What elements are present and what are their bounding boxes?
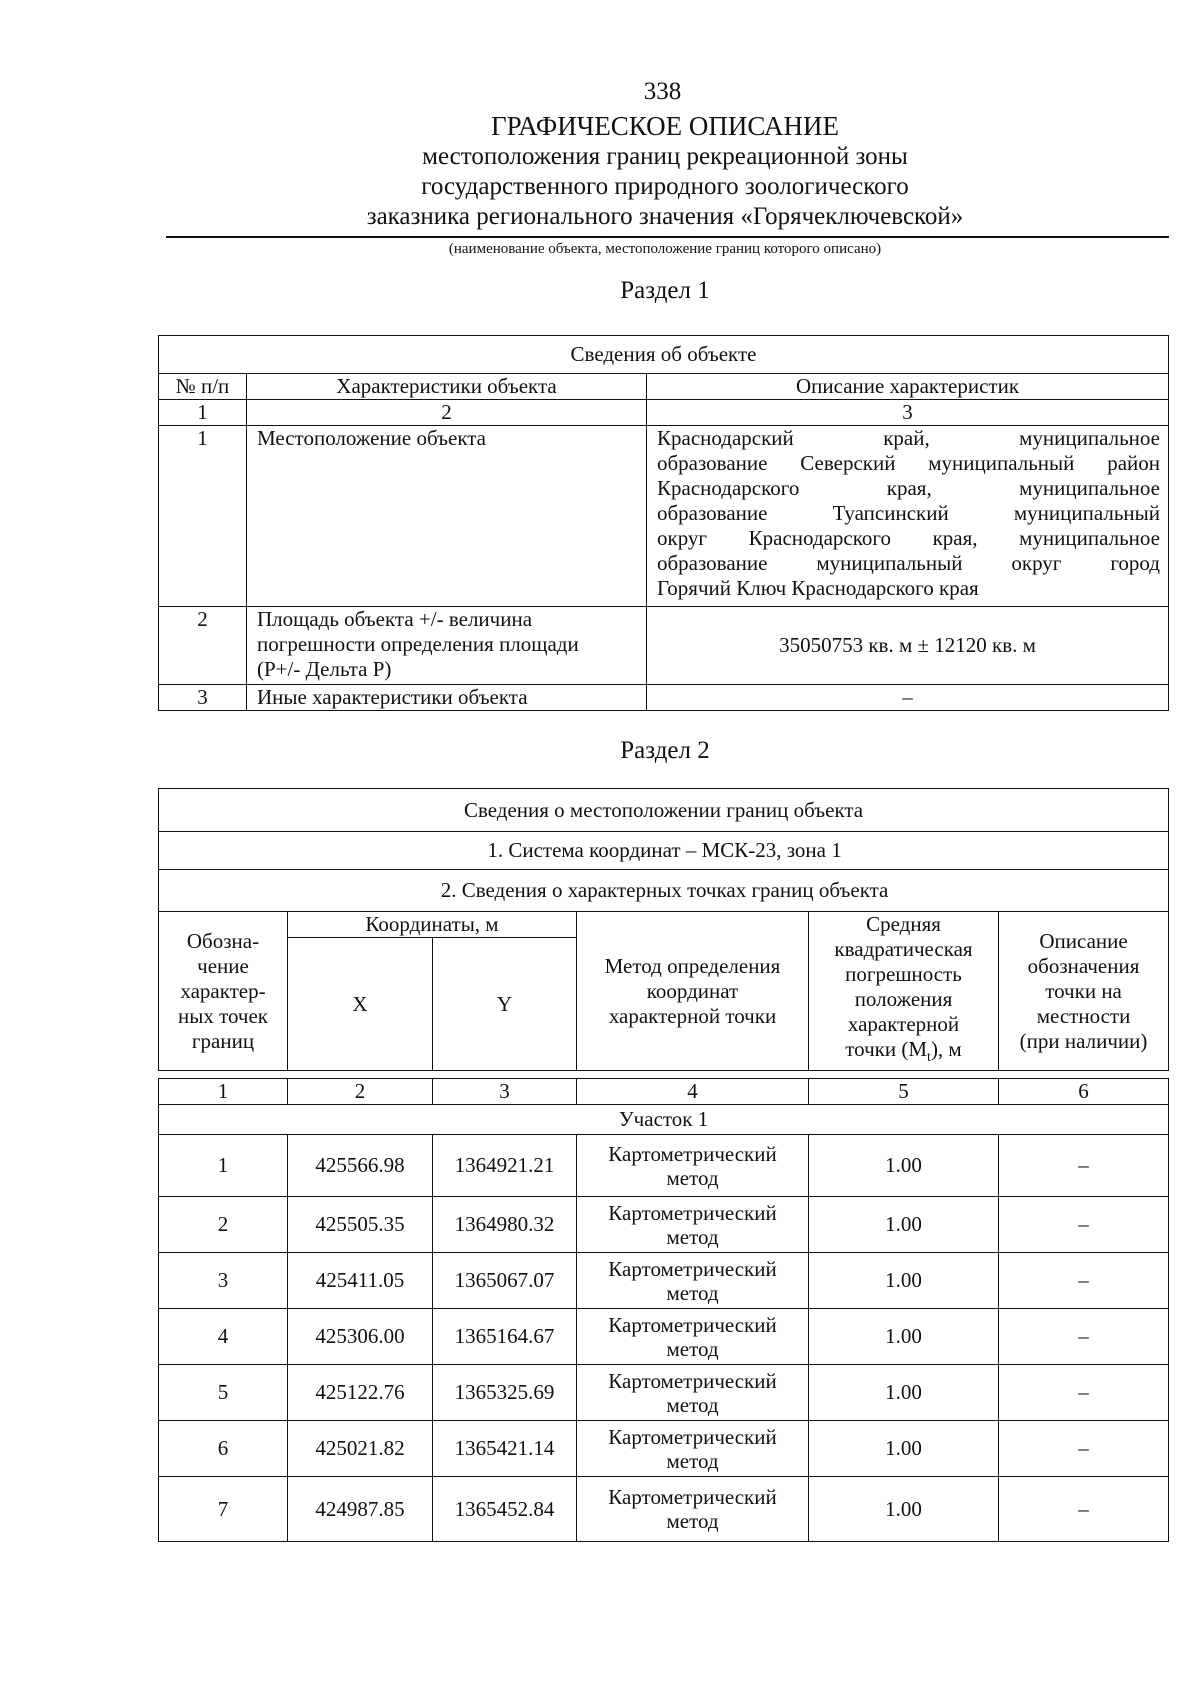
point-x: 425306.00 bbox=[288, 1309, 433, 1365]
description-line: Краснодарский край, муниципальное bbox=[657, 426, 1160, 450]
row-number: 2 bbox=[159, 607, 247, 685]
point-y: 1364921.21 bbox=[433, 1135, 577, 1197]
point-method bbox=[577, 1135, 809, 1197]
table-row bbox=[159, 1135, 1169, 1197]
point-x: 425021.82 bbox=[288, 1421, 433, 1477]
column-header-characteristic: Характеристики объекта bbox=[247, 374, 647, 400]
point-note: – bbox=[999, 1477, 1169, 1542]
point-note: – bbox=[999, 1421, 1169, 1477]
point-id: 7 bbox=[159, 1477, 288, 1542]
method-line: Картометрический bbox=[608, 1141, 777, 1166]
point-id: 4 bbox=[159, 1309, 288, 1365]
header-line: Обозна- bbox=[186, 928, 260, 953]
header-line: квадратическая bbox=[834, 937, 973, 961]
method-line: Картометрический bbox=[608, 1485, 777, 1510]
column-header-number: № п/п bbox=[159, 374, 247, 400]
point-method bbox=[577, 1365, 809, 1421]
section1-heading: Раздел 1 bbox=[620, 277, 710, 304]
object-table-title: Сведения об объекте bbox=[159, 336, 1169, 374]
header-line: погрешность bbox=[845, 962, 962, 986]
table-row bbox=[159, 1197, 1169, 1253]
point-error: 1.00 bbox=[809, 1477, 999, 1542]
points-info: 2. Сведения о характерных точках границ объекта bbox=[159, 870, 1169, 912]
table-row bbox=[159, 1477, 1169, 1542]
document-header bbox=[160, 110, 1170, 232]
point-x: 425122.76 bbox=[288, 1365, 433, 1421]
point-method bbox=[577, 1477, 809, 1542]
column-number: 2 bbox=[288, 1079, 433, 1105]
header-text: точки (M bbox=[845, 1037, 928, 1061]
header-line: характерной точки bbox=[608, 1003, 777, 1028]
column-number: 2 bbox=[247, 400, 647, 426]
table-gap bbox=[159, 1071, 1169, 1079]
header-line: положения bbox=[854, 987, 953, 1011]
point-note: – bbox=[999, 1365, 1169, 1421]
point-id: 1 bbox=[159, 1135, 288, 1197]
header-note: (наименование объекта, местоположение границ которого описано) bbox=[448, 241, 882, 257]
header-line: (при наличии) bbox=[1019, 1028, 1148, 1053]
point-id: 3 bbox=[159, 1253, 288, 1309]
column-number: 3 bbox=[433, 1079, 577, 1105]
point-y: 1364980.32 bbox=[433, 1197, 577, 1253]
column-number: 4 bbox=[577, 1079, 809, 1105]
column-number: 6 bbox=[999, 1079, 1169, 1105]
header-point-description bbox=[999, 912, 1169, 1071]
point-method bbox=[577, 1421, 809, 1477]
header-line: точки на bbox=[1045, 978, 1122, 1003]
header-subscript: t bbox=[927, 1050, 931, 1066]
header-underline bbox=[166, 236, 1169, 238]
row-description bbox=[647, 426, 1169, 607]
point-x: 425411.05 bbox=[288, 1253, 433, 1309]
header-line: местности bbox=[1036, 1003, 1131, 1028]
section2-heading: Раздел 2 bbox=[620, 737, 710, 764]
method-line: Картометрический bbox=[608, 1256, 777, 1281]
subtitle-line: заказника регионального значения «Горячеключевской» bbox=[366, 203, 964, 230]
document-title: ГРАФИЧЕСКОЕ ОПИСАНИЕ bbox=[490, 111, 840, 141]
header-text: ), м bbox=[930, 1037, 962, 1061]
method-line: Картометрический bbox=[608, 1200, 777, 1225]
point-error: 1.00 bbox=[809, 1135, 999, 1197]
table-row bbox=[159, 1365, 1169, 1421]
point-error: 1.00 bbox=[809, 1365, 999, 1421]
point-note: – bbox=[999, 1309, 1169, 1365]
description-line: округ Краснодарского края, муниципальное bbox=[657, 526, 1160, 550]
header-x: X bbox=[288, 938, 433, 1071]
column-header-description: Описание характеристик bbox=[647, 374, 1169, 400]
column-number: 1 bbox=[159, 400, 247, 426]
header-line bbox=[809, 1037, 998, 1070]
method-line: метод bbox=[666, 1224, 719, 1249]
row-number: 3 bbox=[159, 685, 247, 711]
header-line: характерной bbox=[847, 1012, 960, 1036]
header-line: Средняя bbox=[866, 912, 941, 936]
method-line: метод bbox=[666, 1509, 719, 1534]
description-line: образование Туапсинский муниципальный bbox=[657, 501, 1160, 525]
method-line: метод bbox=[666, 1392, 719, 1417]
method-line: Картометрический bbox=[608, 1424, 777, 1449]
row-description: – bbox=[647, 685, 1169, 711]
area-value: 35050753 кв. м ± 12120 кв. м bbox=[647, 607, 1169, 685]
characteristic-line: Площадь объекта +/- величина bbox=[257, 607, 533, 631]
point-id: 2 bbox=[159, 1197, 288, 1253]
characteristic-line: погрешности определения площади bbox=[257, 632, 579, 656]
header-line: чение bbox=[197, 953, 249, 978]
boundary-table-title: Сведения о местоположении границ объекта bbox=[159, 789, 1169, 832]
point-note: – bbox=[999, 1135, 1169, 1197]
header-line: обозначения bbox=[1027, 953, 1140, 978]
header-mean-error bbox=[809, 912, 999, 1071]
method-line: Картометрический bbox=[608, 1368, 777, 1393]
coordinate-system: 1. Система координат – МСК-23, зона 1 bbox=[159, 832, 1169, 870]
description-line: Горячий Ключ Краснодарского края bbox=[657, 576, 979, 600]
header-method bbox=[577, 912, 809, 1071]
point-note: – bbox=[999, 1253, 1169, 1309]
point-y: 1365164.67 bbox=[433, 1309, 577, 1365]
point-error: 1.00 bbox=[809, 1253, 999, 1309]
plot-label: Участок 1 bbox=[159, 1105, 1169, 1135]
row-characteristic: Местоположение объекта bbox=[247, 426, 647, 607]
row-characteristic: Иные характеристики объекта bbox=[247, 685, 647, 711]
description-line: Краснодарского края, муниципальное bbox=[657, 476, 1160, 500]
header-line: координат bbox=[646, 978, 739, 1003]
table-row bbox=[159, 1421, 1169, 1477]
table-row bbox=[159, 1253, 1169, 1309]
header-line: границ bbox=[191, 1028, 255, 1053]
header-y: Y bbox=[433, 938, 577, 1071]
point-y: 1365325.69 bbox=[433, 1365, 577, 1421]
header-coordinates: Координаты, м bbox=[288, 912, 577, 938]
column-number: 3 bbox=[647, 400, 1169, 426]
characteristic-line: (P+/- Дельта P) bbox=[257, 657, 392, 681]
column-number: 1 bbox=[159, 1079, 288, 1105]
point-method bbox=[577, 1197, 809, 1253]
method-line: метод bbox=[666, 1280, 719, 1305]
point-method bbox=[577, 1309, 809, 1365]
method-line: Картометрический bbox=[608, 1312, 777, 1337]
subtitle-line: государственного природного зоологического bbox=[421, 173, 909, 200]
point-id: 5 bbox=[159, 1365, 288, 1421]
point-y: 1365452.84 bbox=[433, 1477, 577, 1542]
point-method bbox=[577, 1253, 809, 1309]
point-x: 425505.35 bbox=[288, 1197, 433, 1253]
method-line: метод bbox=[666, 1165, 719, 1190]
point-error: 1.00 bbox=[809, 1309, 999, 1365]
header-line: Описание bbox=[1039, 928, 1128, 953]
subtitle-line: местоположения границ рекреационной зоны bbox=[422, 143, 908, 170]
table-row bbox=[159, 1309, 1169, 1365]
header-line: ных точек bbox=[177, 1003, 269, 1028]
point-id: 6 bbox=[159, 1421, 288, 1477]
point-error: 1.00 bbox=[809, 1197, 999, 1253]
row-characteristic bbox=[247, 607, 647, 685]
object-info-table bbox=[158, 335, 1169, 711]
page-number: 338 bbox=[643, 78, 682, 105]
point-error: 1.00 bbox=[809, 1421, 999, 1477]
header-line: характер- bbox=[180, 978, 266, 1003]
description-line: образование муниципальный округ город bbox=[657, 551, 1160, 575]
header-line: Метод определения bbox=[604, 953, 781, 978]
boundary-points-table bbox=[158, 788, 1169, 1542]
header-designation bbox=[159, 912, 288, 1071]
point-y: 1365067.07 bbox=[433, 1253, 577, 1309]
row-number: 1 bbox=[159, 426, 247, 607]
point-x: 424987.85 bbox=[288, 1477, 433, 1542]
point-note: – bbox=[999, 1197, 1169, 1253]
point-y: 1365421.14 bbox=[433, 1421, 577, 1477]
method-line: метод bbox=[666, 1336, 719, 1361]
point-x: 425566.98 bbox=[288, 1135, 433, 1197]
description-line: образование Северский муниципальный район bbox=[657, 451, 1160, 475]
column-number: 5 bbox=[809, 1079, 999, 1105]
method-line: метод bbox=[666, 1448, 719, 1473]
